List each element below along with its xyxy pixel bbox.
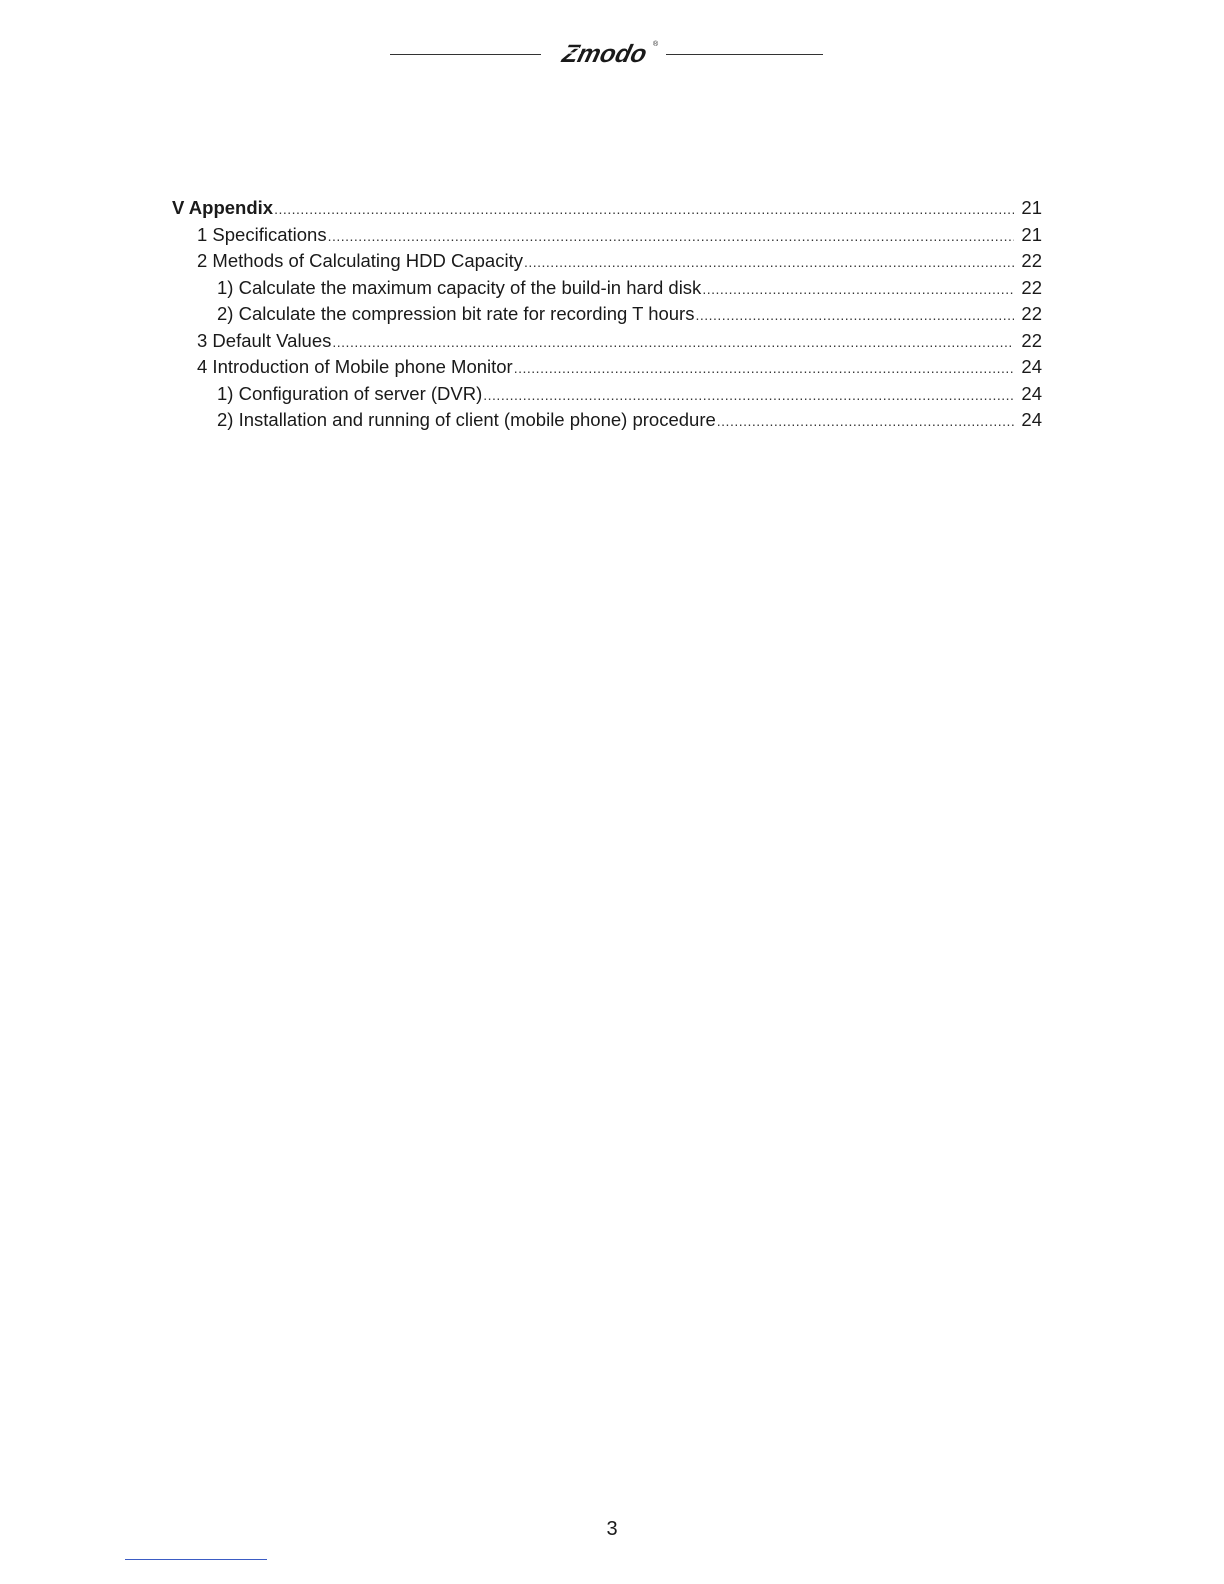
toc-entry-appendix[interactable] — [172, 195, 1042, 222]
toc-entry-page: 22 — [1021, 303, 1042, 324]
toc-entry-page: 21 — [1021, 223, 1042, 245]
svg-text:Zmodo: Zmodo — [559, 40, 650, 68]
header-rule-left — [390, 54, 541, 55]
toc-dot-leader — [524, 249, 1014, 276]
toc-entry-page: 22 — [1021, 329, 1042, 351]
toc-entry-title: 1 Specifications — [197, 223, 327, 245]
toc-entry-default-values[interactable] — [172, 328, 1042, 355]
table-of-contents — [172, 195, 1042, 434]
toc-entry-title: 1) Calculate the maximum capacity of the build-in hard disk — [217, 276, 702, 298]
toc-entry-title: 2 Methods of Calculating HDD Capacity — [197, 250, 523, 271]
toc-dot-leader — [702, 276, 1014, 303]
toc-entry-client-install[interactable] — [172, 407, 1042, 434]
svg-text:®: ® — [653, 41, 659, 48]
header-rule-right — [666, 54, 823, 55]
footer-rule — [125, 1559, 267, 1560]
toc-entry-page: 24 — [1021, 382, 1042, 404]
page-header — [0, 38, 1224, 70]
page-number: 3 — [606, 1518, 618, 1540]
toc-entry-title: 1) Configuration of server (DVR) — [217, 382, 483, 404]
toc-entry-specifications[interactable] — [172, 222, 1042, 249]
toc-entry-hdd-capacity[interactable] — [172, 248, 1042, 275]
toc-entry-page: 24 — [1021, 409, 1042, 430]
toc-dot-leader — [332, 329, 1014, 356]
toc-entry-page: 22 — [1021, 250, 1042, 271]
zmodo-logo — [557, 38, 661, 68]
toc-entry-title: 2) Installation and running of client (mobile phone) procedure — [217, 409, 716, 430]
toc-dot-leader — [328, 223, 1014, 250]
toc-dot-leader — [274, 196, 1014, 223]
toc-entry-title: 3 Default Values — [197, 329, 332, 351]
toc-entry-title: 2) Calculate the compression bit rate for recording T hours — [217, 303, 695, 324]
toc-entry-server-config[interactable] — [172, 381, 1042, 408]
toc-entry-page: 24 — [1021, 356, 1042, 377]
toc-entry-compression-bit-rate[interactable] — [172, 301, 1042, 328]
toc-dot-leader — [514, 355, 1014, 382]
toc-dot-leader — [717, 408, 1014, 435]
toc-dot-leader — [695, 302, 1014, 329]
toc-entry-page: 22 — [1021, 276, 1042, 298]
toc-entry-max-capacity[interactable] — [172, 275, 1042, 302]
toc-entry-title: 4 Introduction of Mobile phone Monitor — [197, 356, 513, 377]
toc-entry-mobile-monitor[interactable] — [172, 354, 1042, 381]
toc-dot-leader — [483, 382, 1014, 409]
toc-entry-page: 21 — [1021, 197, 1042, 218]
toc-entry-title: V Appendix — [172, 197, 274, 218]
